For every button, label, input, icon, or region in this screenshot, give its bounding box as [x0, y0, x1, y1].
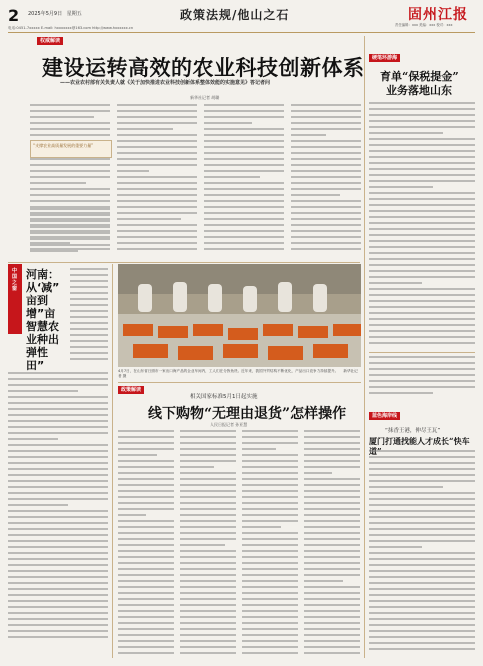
policy-col-1	[118, 430, 174, 658]
left-headline	[26, 268, 66, 372]
main-article-tag: 权威解读	[37, 37, 63, 45]
left-body-text	[8, 372, 108, 657]
left-section-tag	[8, 264, 22, 334]
right-bottom-quote: “抹香王港，伸尽王瓦”	[385, 428, 441, 434]
photo-caption-text: 4月7日，在山东省日照市一家出口海产品的企业车间内，工人们在分拣鱼货。近年来，我国外贸结构不断优化，产品出口竞争力持续提升。	[118, 369, 339, 373]
issue-date	[28, 10, 82, 17]
policy-kicker: 相关国家标准5月1日起实施	[190, 394, 258, 400]
photo-credit: 新华社记者 摄	[118, 369, 358, 378]
quote-text: “支撑农业高质量发展的重要力量”	[33, 143, 94, 148]
policy-tag: 政策解读	[118, 386, 144, 394]
left-tag-text: 中国之窗	[12, 268, 18, 292]
section-title: 政策法规/他山之石	[180, 8, 290, 22]
right-divider	[369, 352, 475, 353]
left-side-text	[70, 268, 108, 368]
policy-byline: 人民日报记者 孙亚慧	[210, 422, 248, 427]
main-col-2	[117, 104, 197, 258]
policy-col-2	[180, 430, 236, 658]
quote-box	[30, 140, 112, 158]
policy-col-4	[304, 430, 360, 658]
editor-line: 责任编辑：xxx 美编：xxx 校对：xxx	[395, 23, 453, 27]
main-article-byline: 新华社记者 胡璐	[190, 95, 220, 100]
right-mid-text	[369, 356, 475, 400]
photo-illustration	[118, 264, 361, 367]
main-article-subtitle: ——农业农村部有关负责人就《关于加快推进农业科技创新体系整体效能的实施意见》答记者问	[60, 80, 271, 86]
date-text: 2025年5月9日	[28, 11, 63, 17]
right-top-tag: 硬笔环游海	[369, 54, 400, 62]
contact-line: 电话:0451-7xxxxx E-mail: hxxxxxxx@163.com http://www.hxxxxxx.cn	[8, 26, 134, 30]
right-vertical-rule	[364, 36, 365, 658]
right-bottom-tag: 蓝色海岸线	[369, 412, 400, 420]
right-top-title-2: 业务落地山东	[386, 84, 452, 97]
main-col-3	[204, 104, 284, 258]
policy-title: 线下购物“无理由退货”怎样操作	[148, 406, 347, 422]
news-photo	[118, 264, 361, 367]
left-headline-line-2: 亩到增”亩	[26, 294, 56, 320]
right-bottom-title: 厦门打通找能人才成长“快车	[369, 436, 470, 446]
left-vertical-rule	[112, 264, 113, 658]
right-top-text	[369, 102, 475, 350]
page-number: 2	[8, 6, 20, 25]
photo-caption	[118, 369, 361, 379]
left-divider	[8, 262, 360, 263]
left-headline-line-1: 河南：从‘减”	[26, 268, 60, 294]
policy-col-3	[242, 430, 298, 658]
header-rule	[8, 32, 475, 33]
main-col-4	[291, 104, 361, 258]
right-bottom-text	[369, 450, 475, 658]
left-headline-line-4: 弹性田”	[26, 346, 48, 372]
right-top-title-1: 育单“保税提金”	[380, 70, 459, 83]
main-article-title: 建设运转高效的农业科技创新体系	[42, 55, 365, 80]
left-headline-line-3: 智慧农业种出	[26, 320, 59, 346]
weekday-text: 星期五	[66, 11, 82, 17]
policy-divider	[118, 382, 361, 383]
masthead-logo: 固州江报	[408, 7, 468, 23]
left-top-text	[30, 208, 110, 258]
